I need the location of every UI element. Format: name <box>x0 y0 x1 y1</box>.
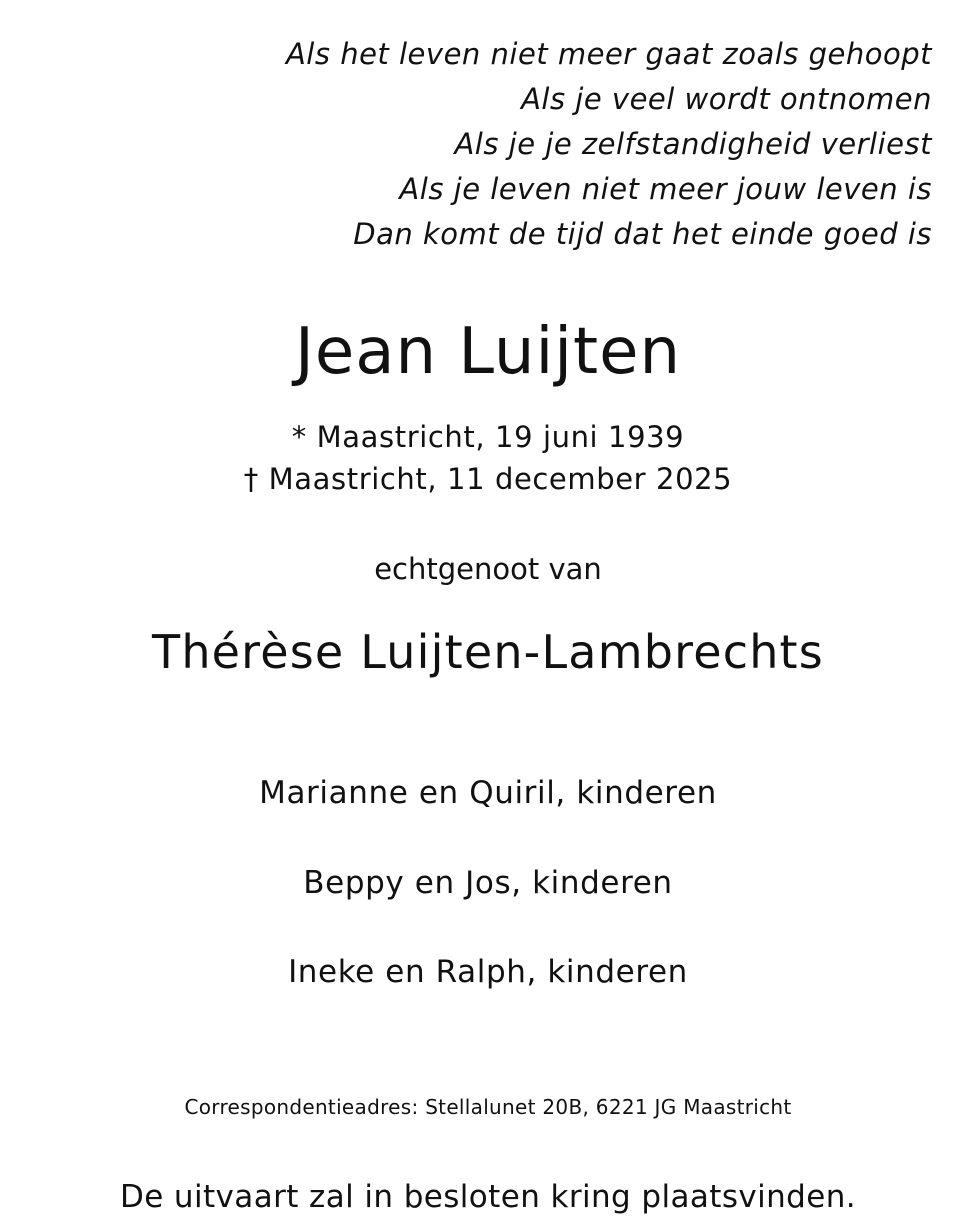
poem-line: Dan komt de tijd dat het einde goed is <box>353 217 932 251</box>
family-member: Marianne en Quiril, kinderen <box>259 775 717 811</box>
poem <box>286 32 932 257</box>
spouse-name: Thérèse Luijten-Lambrechts <box>152 625 824 679</box>
poem-line: Als je leven niet meer jouw leven is <box>399 172 932 206</box>
deceased-name: Jean Luijten <box>294 315 682 389</box>
poem-line: Als je veel wordt ontnomen <box>521 82 932 116</box>
family-member: Ineke en Ralph, kinderen <box>288 954 688 990</box>
life-dates <box>0 416 976 500</box>
poem-line: Als het leven niet meer gaat zoals gehoopt <box>285 37 932 71</box>
correspondence-address: Correspondentieadres: Stellalunet 20B, 6221 JG Maastricht <box>184 1095 792 1119</box>
poem-line: Als je je zelfstandigheid verliest <box>454 127 932 161</box>
birth-date: * Maastricht, 19 juni 1939 <box>291 420 685 454</box>
funeral-notice: De uitvaart zal in besloten kring plaatsvinden. <box>119 1179 857 1215</box>
family-member: Beppy en Jos, kinderen <box>303 865 673 901</box>
spouse-relation: echtgenoot van <box>374 552 602 586</box>
death-date: † Maastricht, 11 december 2025 <box>243 462 733 496</box>
